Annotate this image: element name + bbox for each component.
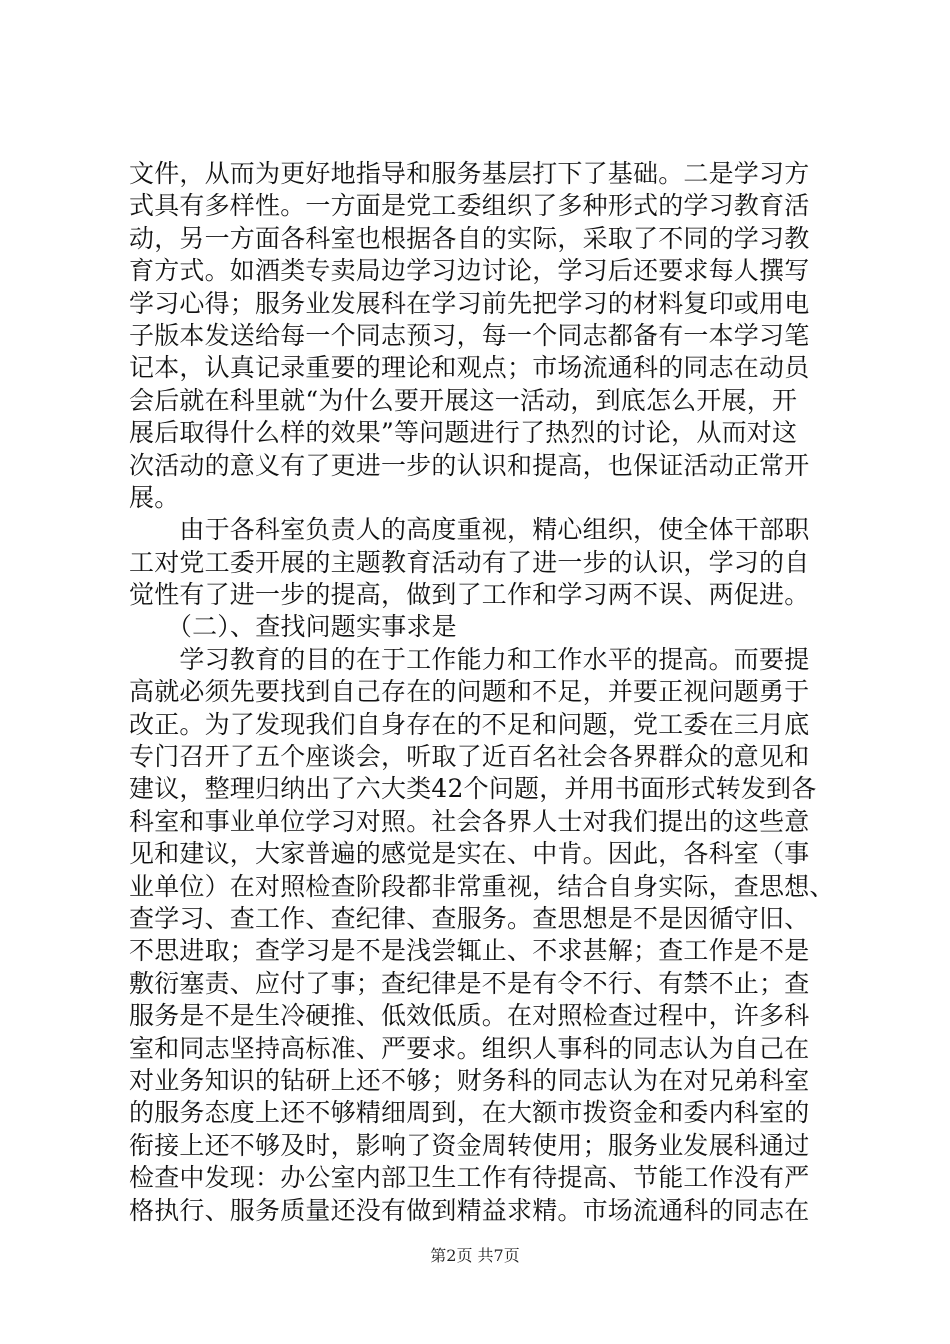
text-line: 专门召开了五个座谈会，听取了近百名社会各界群众的意见和 xyxy=(129,742,810,772)
text-line: 子版本发送给每一个同志预习，每一个同志都备有一本学习笔 xyxy=(129,320,810,350)
text-line: 工对党工委开展的主题教育活动有了进一步的认识，学习的自 xyxy=(129,547,810,577)
text-line: 动，另一方面各科室也根据各自的实际，采取了不同的学习教 xyxy=(129,223,810,253)
text-line: （二）、查找问题实事求是 xyxy=(129,612,457,642)
text-line: 记本，认真记录重要的理论和观点；市场流通科的同志在动员 xyxy=(129,353,810,383)
text-line: 的服务态度上还不够精细周到，在大额市拨资金和委内科室的 xyxy=(129,1098,810,1128)
text-line: 改正。为了发现我们自身存在的不足和问题，党工委在三月底 xyxy=(129,709,810,739)
text-line: 展后取得什么样的效果”等问题进行了热烈的讨论，从而对这 xyxy=(129,418,798,448)
text-line: 学习教育的目的在于工作能力和工作水平的提高。而要提 xyxy=(129,644,810,674)
text-line: 格执行、服务质量还没有做到精益求精。市场流通科的同志在 xyxy=(129,1195,810,1225)
text-line: 次活动的意义有了更进一步的认识和提高，也保证活动正常开 xyxy=(129,450,810,480)
text-line: 科室和事业单位学习对照。社会各界人士对我们提出的这些意 xyxy=(129,806,810,836)
text-line: 展。 xyxy=(129,482,180,512)
text-line: 对业务知识的钻研上还不够；财务科的同志认为在对兄弟科室 xyxy=(129,1065,810,1095)
text-line: 学习心得；服务业发展科在学习前先把学习的材料复印或用电 xyxy=(129,288,810,318)
text-line: 服务是不是生冷硬推、低效低质。在对照检查过程中，许多科 xyxy=(129,1001,810,1031)
text-line: 高就必须先要找到自己存在的问题和不足，并要正视问题勇于 xyxy=(129,677,810,707)
text-line: 衔接上还不够及时，影响了资金周转使用；服务业发展科通过 xyxy=(129,1130,810,1160)
text-line: 建议，整理归纳出了六大类42个问题，并用书面形式转发到各 xyxy=(129,774,817,804)
text-line: 由于各科室负责人的高度重视，精心组织，使全体干部职 xyxy=(129,515,810,545)
text-line: 检查中发现：办公室内部卫生工作有待提高、节能工作没有严 xyxy=(129,1163,810,1193)
text-line: 见和建议，大家普遍的感觉是实在、中肯。因此，各科室（事 xyxy=(129,839,810,869)
text-line: 室和同志坚持高标准、严要求。组织人事科的同志认为自己在 xyxy=(129,1033,810,1063)
text-line: 业单位）在对照检查阶段都非常重视，结合自身实际，查思想、 xyxy=(129,871,835,901)
text-line: 敷衍塞责、应付了事；查纪律是不是有令不行、有禁不止；查 xyxy=(129,968,810,998)
text-line: 查学习、查工作、查纪律、查服务。查思想是不是因循守旧、 xyxy=(129,903,810,933)
text-line: 育方式。如酒类专卖局边学习边讨论，学习后还要求每人撰写 xyxy=(129,256,810,286)
text-line: 会后就在科里就“为什么要开展这一活动，到底怎么开展，开 xyxy=(129,385,798,415)
body-text xyxy=(129,158,854,1227)
page-footer: 第2页 共7页 xyxy=(430,1246,520,1265)
text-line: 式具有多样性。一方面是党工委组织了多种形式的学习教育活 xyxy=(129,191,810,221)
text-line: 文件，从而为更好地指导和服务基层打下了基础。二是学习方 xyxy=(129,159,810,188)
text-line: 不思进取；查学习是不是浅尝辄止、不求甚解；查工作是不是 xyxy=(129,936,810,966)
text-line: 觉性有了进一步的提高，做到了工作和学习两不误、两促进。 xyxy=(129,580,810,610)
